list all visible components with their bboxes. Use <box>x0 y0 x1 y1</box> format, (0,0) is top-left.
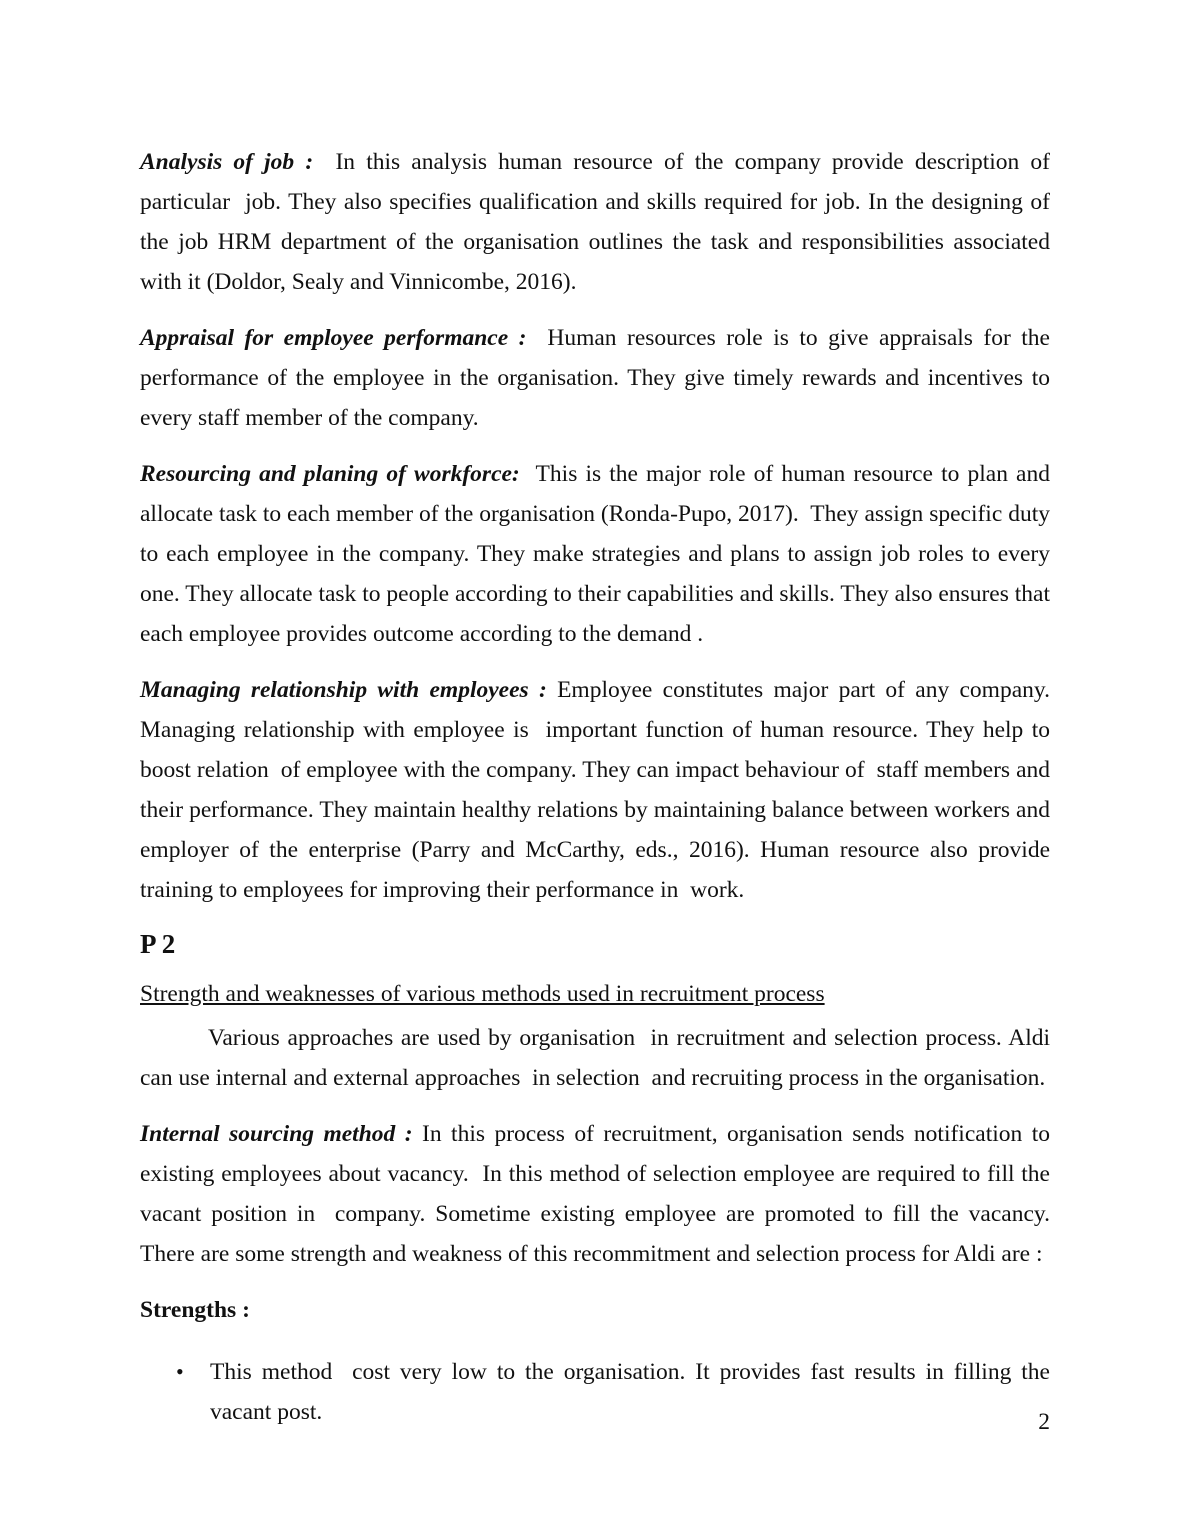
paragraph-body-appraisal: Human resources role is to give appraisals for the performance of the employee in the organisation. They give timely rewards and incentives to every staff member of the company. <box>140 325 1056 431</box>
paragraph-lead-appraisal: Appraisal for employee performance : <box>140 325 537 351</box>
paragraph-appraisal <box>140 318 1056 438</box>
subheading-recruitment-methods: Strength and weaknesses of various methods used in recruitment process <box>140 981 825 1007</box>
bullet-icon: • <box>176 1359 184 1384</box>
paragraph-body-resourcing-planning: This is the major role of human resource to plan and allocate task to each member of the organisation (Ronda-Pupo, 2017). They assign specific duty to each employee in the company. They make strategies and plans to assign job roles to every one. They allocate task to people according to their capabilities and skills. They also ensures that each employee provides outcome according to the demand . <box>140 461 1056 647</box>
paragraph-resourcing-planning <box>140 454 1056 654</box>
paragraph-analysis-of-job <box>140 142 1056 302</box>
paragraph-body-managing-relationship: Employee constitutes major part of any company. Managing relationship with employee is important function of human resource. They help to boost relation of employee with the company. They can impact behaviour of staff members and their performance. They maintain healthy relations by maintaining balance between workers and employer of the enterprise (Parry and McCarthy, eds., 2016). Human resource also provide training to employees for improving their performance in work. <box>140 677 1056 903</box>
paragraph-lead-analysis-of-job: Analysis of job : <box>140 149 325 175</box>
page-number: 2 <box>1038 1409 1050 1435</box>
paragraph-managing-relationship <box>140 670 1056 910</box>
paragraph-various-approaches: Various approaches are used by organisation in recruitment and selection process. Aldi can use internal and external approaches in selection and recruiting process in the organisation. <box>140 1025 1056 1091</box>
list-item-internal-strength <box>176 1352 1056 1432</box>
paragraph-lead-managing-relationship: Managing relationship with employees : <box>140 677 558 703</box>
list-item-text: This method cost very low to the organisation. It provides fast results in filling the vacant post. <box>210 1359 1056 1425</box>
paragraph-internal-sourcing <box>140 1114 1056 1274</box>
paragraph-body-analysis-of-job: In this analysis human resource of the company provide description of particular job. They also specifies qualification and skills required for job. In the designing of the job HRM department of the organisation outlines the task and responsibilities associated with it (Doldor, Sealy and Vinnicombe, 2016). <box>140 149 1056 295</box>
paragraph-body-internal-sourcing: In this process of recruitment, organisation sends notification to existing employees about vacancy. In this method of selection employee are required to fill the vacant position in company. Sometime existing employee are promoted to fill the vacancy. There are some strength and weakness of this recommitment and selection process for Aldi are : <box>140 1121 1056 1267</box>
strengths-list <box>140 1344 1056 1432</box>
paragraph-lead-internal-sourcing: Internal sourcing method : <box>140 1121 423 1147</box>
paragraph-lead-resourcing-planning: Resourcing and planing of workforce: <box>140 461 528 487</box>
subheading-wrap <box>140 974 1050 1014</box>
heading-strengths: Strengths : <box>140 1297 250 1323</box>
heading-p2: P 2 <box>140 929 176 959</box>
